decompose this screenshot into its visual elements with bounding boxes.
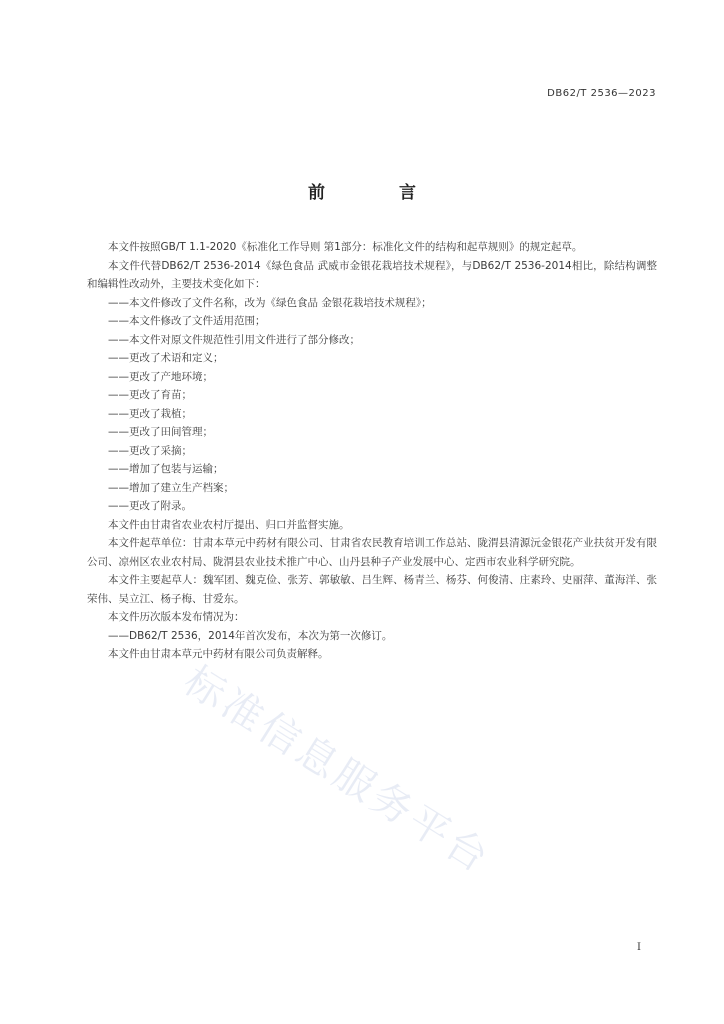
paragraph-replacement: 本文件代替DB62/T 2536-2014《绿色食品 武威市金银花栽培技术规程》，与DB62/T 2536-2014相比，除结构调整和编辑性改动外，主要技术变化如下：	[87, 259, 657, 290]
changes-list	[87, 294, 657, 516]
paragraph-proposer: 本文件由甘肃省农业农村厅提出、归口并监督实施。	[108, 518, 350, 531]
watermark: 标准信息服务平台	[175, 657, 499, 884]
foreword-body	[87, 238, 657, 664]
list-item: ——更改了采摘；	[108, 444, 192, 457]
list-item: ——本文件修改了文件适用范围；	[108, 315, 266, 327]
paragraph-drafting-rule: 本文件按照GB/T 1.1-2020《标准化工作导则 第1部分：标准化文件的结构和起草规则》的规定起草。	[108, 241, 583, 253]
paragraph-interpretation: 本文件由甘肃本草元中药材有限公司负责解释。	[108, 648, 329, 660]
history-item: ——DB62/T 2536，2014年首次发布，本次为第一次修订。	[108, 629, 393, 642]
list-item: ——增加了包装与运输；	[108, 463, 224, 475]
list-item: ——更改了术语和定义；	[108, 352, 224, 364]
list-item: ——更改了栽植；	[108, 407, 192, 420]
list-item: ——本文件对原文件规范性引用文件进行了部分修改；	[108, 333, 360, 346]
document-code: DB62/T 2536—2023	[547, 88, 656, 99]
list-item: ——增加了建立生产档案；	[108, 481, 234, 494]
paragraph-history-intro: 本文件历次版本发布情况为：	[108, 611, 245, 623]
page-number: I	[637, 942, 641, 953]
list-item: ——本文件修改了文件名称，改为《绿色食品 金银花栽培技术规程》；	[108, 296, 432, 309]
paragraph-drafters: 本文件主要起草人：魏军团、魏克俭、张芳、郭敏敏、吕生辉、杨青兰、杨芬、何俊清、庄素玲、史丽萍、董海洋、张荣伟、吴立江、杨子梅、甘爱东。	[87, 574, 657, 605]
list-item: ——更改了产地环境；	[108, 370, 213, 383]
page-title: 前 言	[308, 183, 450, 203]
list-item: ——更改了附录。	[108, 500, 192, 512]
paragraph-drafting-units: 本文件起草单位：甘肃本草元中药材有限公司、甘肃省农民教育培训工作总站、陇渭县清源沅金银花产业扶贫开发有限公司、凉州区农业农村局、陇渭县农业技术推广中心、山丹县种子产业发展中心、定西市农业科学研究院。	[87, 537, 657, 568]
list-item: ——更改了田间管理；	[108, 426, 213, 438]
list-item: ——更改了育苗；	[108, 389, 192, 401]
